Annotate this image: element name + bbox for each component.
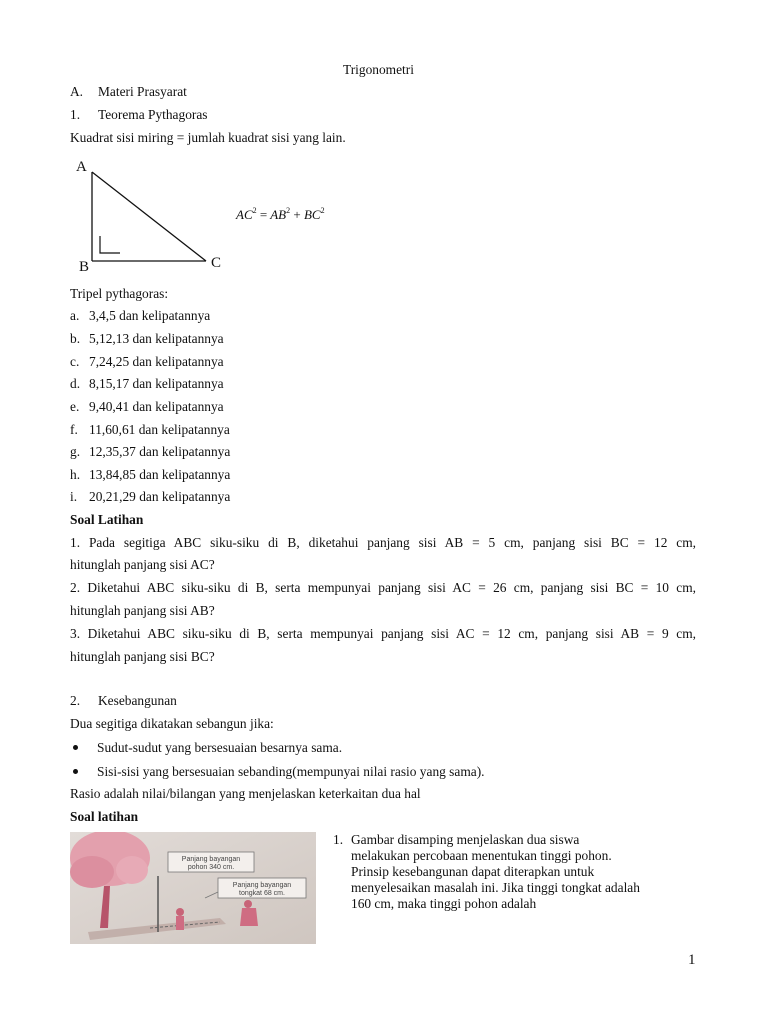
list-marker: c. [70,354,80,369]
problem-line: melakukan percobaan menentukan tinggi pohon. [351,848,612,863]
callout-tree-line2: pohon 340 cm. [187,864,235,871]
exercise-q3-line1: 3. Diketahui ABC siku-siku di B, serta mempunyai panjang sisi AC = 12 cm, panjang sisi AB = 9 cm, [70,626,696,641]
similarity-intro: Dua segitiga dikatakan sebangun jika: [70,716,274,731]
list-marker: b. [70,331,81,346]
list-text: 13,84,85 dan kelipatannya [89,467,231,482]
callout-stick-line1: Panjang bayangan [232,882,292,889]
list-marker: g. [70,444,81,459]
section-2-marker: 2. [70,693,81,708]
list-item [70,489,230,505]
side-ac [92,172,206,261]
bullet-dot [73,769,78,774]
formula-exp-2: 2 [286,206,291,215]
list-item [70,422,230,438]
bullet-item [70,764,485,780]
formula-term-ac: AC [236,207,253,222]
problem-marker: 1. [333,832,344,847]
formula-exp-1: 2 [252,206,257,215]
exercise-q3-line2: hitunglah panjang sisi BC? [70,649,215,664]
triples-heading: Tripel pythagoras: [70,286,169,301]
bullet-text: Sudut-sudut yang bersesuaian besarnya sama. [97,740,343,755]
section-1-heading: Teorema Pythagoras [98,107,208,122]
formula-term-bc: BC [303,207,321,222]
right-angle-marker [100,236,120,253]
problem-line: 160 cm, maka tinggi pohon adalah [351,896,537,911]
list-item [70,331,224,347]
exercise-q1-line1: 1. Pada segitiga ABC siku-siku di B, diketahui panjang sisi AB = 5 cm, panjang sisi BC = 12 cm, [70,535,696,550]
list-item [70,376,224,392]
exercise-heading: Soal Latihan [70,512,144,527]
formula-plus: + [293,207,301,222]
vertex-c-label: C [211,255,222,271]
list-text: 3,4,5 dan kelipatannya [89,308,211,323]
list-text: 11,60,61 dan kelipatannya [89,422,230,437]
list-marker: h. [70,467,81,482]
list-item [70,308,210,324]
ratio-definition: Rasio adalah nilai/bilangan yang menjelaskan keterkaitan dua hal [70,786,421,801]
list-marker: f. [70,422,78,437]
pythagoras-intro: Kuadrat sisi miring = jumlah kuadrat sisi yang lain. [70,130,346,145]
exercise-heading-2: Soal latihan [70,809,139,824]
formula-equals: = [259,207,268,222]
problem-line: Prinsip kesebangunan dapat diterapkan untuk [351,864,595,879]
problem-line: Gambar disamping menjelaskan dua siswa [351,832,580,847]
bullet-item [70,740,343,756]
callout-stick-line2: tongkat 68 cm. [239,890,285,897]
pythagoras-formula [236,206,325,223]
list-item [70,399,224,415]
list-text: 9,40,41 dan kelipatannya [89,399,224,414]
list-marker: d. [70,376,81,391]
bullet-text: Sisi-sisi yang bersesuaian sebanding(mempunyai nilai rasio yang sama). [97,764,485,779]
formula-term-ab: AB [270,207,287,222]
problem-line: menyelesaikan masalah ini. Jika tinggi tongkat adalah [351,880,640,895]
vertex-b-label: B [79,259,90,275]
list-item [70,354,224,370]
formula-exp-3: 2 [320,206,325,215]
page-number: 1 [688,952,696,968]
exercise-q2-line2: hitunglah panjang sisi AB? [70,603,215,618]
list-marker: i. [70,489,78,504]
list-text: 7,24,25 dan kelipatannya [89,354,224,369]
list-marker: e. [70,399,80,414]
section-a-marker: A. [70,84,84,99]
section-1-marker: 1. [70,107,81,122]
exercise-q1-line2: hitunglah panjang sisi AC? [70,557,215,572]
list-item [70,467,230,483]
callout-tree-line1: Panjang bayangan [181,856,241,863]
tree-shadow-illustration [70,832,316,944]
bullet-dot [73,745,78,750]
vertex-a-label: A [76,159,87,175]
list-marker: a. [70,308,80,323]
section-a-heading: Materi Prasyarat [98,84,187,99]
section-2-heading: Kesebangunan [98,693,177,708]
list-text: 12,35,37 dan kelipatannya [89,444,231,459]
list-text: 8,15,17 dan kelipatannya [89,376,224,391]
page-title: Trigonometri [343,62,414,77]
list-item [70,444,230,460]
list-text: 20,21,29 dan kelipatannya [89,489,231,504]
list-text: 5,12,13 dan kelipatannya [89,331,224,346]
exercise-q2-line1: 2. Diketahui ABC siku-siku di B, serta mempunyai panjang sisi AC = 26 cm, panjang sisi BC = 10 cm, [70,580,696,595]
